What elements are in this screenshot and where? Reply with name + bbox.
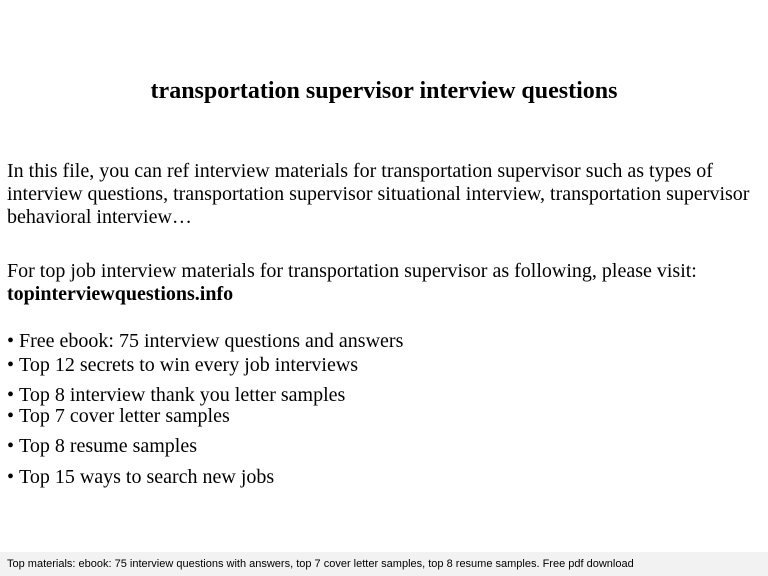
footer-banner[interactable]: Top materials: ebook: 75 interview questions with answers, top 7 cover letter samples, top 8 resume samples. Free pdf download [0, 552, 768, 576]
intro-paragraph: In this file, you can ref interview materials for transportation supervisor such as types of interview questions, transportation supervisor situational interview, transportation supervisor behavioral interview… [7, 160, 750, 228]
slide-title: transportation supervisor interview questions [150, 78, 618, 104]
list-item [7, 435, 197, 457]
visit-text: For top job interview materials for transportation supervisor as following, please visit: [7, 260, 697, 282]
list-item [7, 405, 230, 427]
list-item [7, 466, 274, 488]
list-item [7, 384, 345, 406]
bullet-icon: • [7, 330, 15, 352]
visit-site-link[interactable]: topinterviewquestions.info [7, 283, 234, 305]
list-item-text: Top 12 secrets to win every job interviews [19, 354, 359, 376]
visit-paragraph [7, 260, 765, 306]
bullet-icon: • [7, 466, 15, 488]
bullet-icon: • [7, 435, 15, 457]
list-item-text: Top 8 interview thank you letter samples [19, 384, 346, 406]
list-item-text: Free ebook: 75 interview questions and answers [19, 330, 404, 352]
bullet-icon: • [7, 384, 15, 406]
bullet-icon: • [7, 354, 15, 376]
list-item [7, 330, 403, 352]
bullet-icon: • [7, 405, 15, 427]
list-item [7, 354, 358, 376]
list-item-text: Top 8 resume samples [19, 435, 198, 457]
list-item-text: Top 7 cover letter samples [19, 405, 230, 427]
list-item-text: Top 15 ways to search new jobs [19, 466, 275, 488]
